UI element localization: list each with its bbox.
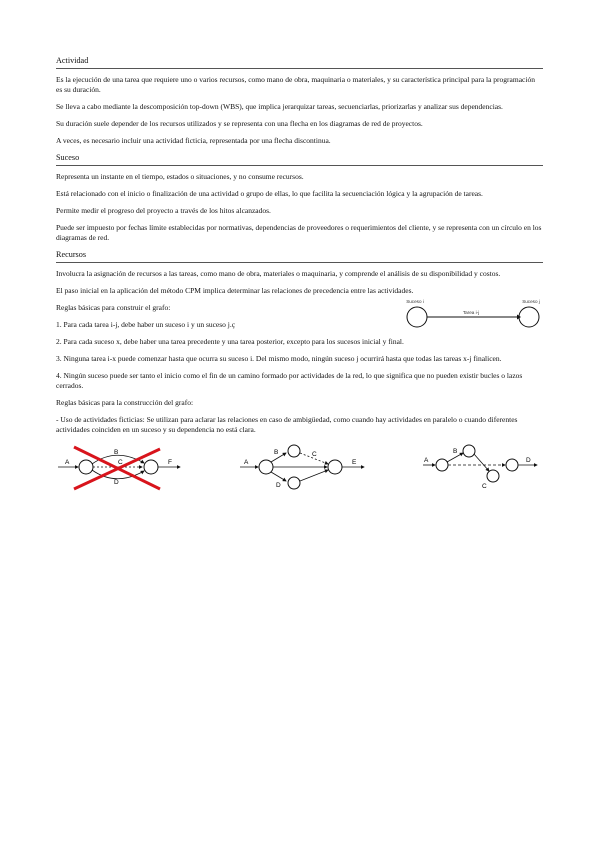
section-recursos: [56, 250, 543, 435]
activity-f-label: F: [168, 459, 172, 466]
activity-c-label: C: [118, 459, 123, 466]
activity-a-label: A: [65, 459, 70, 466]
paragraph: Está relacionado con el inicio o finalización de una actividad o grupo de ellas, lo que facilita la secuenciación lógica y la agrupación de tareas.: [56, 189, 483, 198]
event-node: [463, 445, 475, 457]
paragraph: Su duración suele depender de los recursos utilizados y se representa con una flecha en los diagramas de red de proyectos.: [56, 119, 423, 128]
event-node: [506, 459, 518, 471]
section-actividad: [56, 56, 543, 146]
event-node: [328, 460, 342, 474]
event-node: [288, 445, 300, 457]
activity-e-label: E: [351, 459, 356, 466]
event-j-node: [519, 307, 539, 327]
paragraph: Involucra la asignación de recursos a las tareas, como mano de obra, materiales o maquinaria, y comprende el análisis de su disponibilidad y costos.: [56, 269, 501, 278]
paragraph: Se lleva a cabo mediante la descomposición top-down (WBS), que implica jerarquizar tareas, secuenciarlas, priorizarlas y analizar sus dependencias.: [56, 102, 503, 111]
activity-a-label: A: [243, 459, 248, 466]
event-node: [436, 459, 448, 471]
graph-rules-row: [56, 299, 543, 315]
document-page: [56, 56, 543, 491]
diagram-sequence: [423, 443, 543, 491]
event-task-diagram: [403, 297, 543, 331]
event-i-node: [407, 307, 427, 327]
event-node: [487, 470, 499, 482]
network-diagrams: [56, 443, 543, 491]
rules-graph-title: Reglas básicas para construir el grafo:: [56, 303, 171, 312]
section-title: Actividad: [56, 56, 543, 69]
paragraph: Permite medir el progreso del proyecto a través de los hitos alcanzados.: [56, 206, 271, 215]
rule-item: 4. Ningún suceso puede ser tanto el inicio como el fin de un camino formado por actividades de la red, lo que significa que no pueden existir bucles o lazos cerrados.: [56, 371, 523, 390]
event-node: [144, 460, 158, 474]
rules-construction-title: Reglas básicas para la construcción del grafo:: [56, 398, 194, 407]
activity-b-label: B: [114, 449, 119, 456]
activity-c-label: C: [482, 483, 487, 490]
section-title: Recursos: [56, 250, 543, 263]
activity-d-label: D: [114, 479, 119, 486]
paragraph: Es la ejecución de una tarea que requiere uno o varios recursos, como mano de obra, maquinaria o materiales, y su característica principal para la programación es su duración.: [56, 75, 535, 94]
event-node: [79, 460, 93, 474]
rule-item: 2. Para cada suceso x, debe haber una tarea precedente y una tarea posterior, excepto para los sucesos inicial y final.: [56, 337, 404, 346]
activity-b-label: B: [273, 449, 278, 456]
diagram-with-dummy: [240, 443, 370, 491]
event-i-label: Suceso i: [406, 299, 424, 304]
activity-d-label: D: [526, 457, 531, 464]
rule-item: 3. Ninguna tarea i-x puede comenzar hasta que ocurra su suceso i. Del mismo modo, ningún suceso j ocurrirá hasta que todas las tareas x-j finalicen.: [56, 354, 502, 363]
section-suceso: [56, 153, 543, 243]
paragraph: Puede ser impuesto por fechas límite establecidas por normativas, dependencias de proveedores o requerimientos del cliente, y se representa con un círculo en los diagramas de red.: [56, 223, 542, 242]
diagram-incorrect: [56, 443, 186, 491]
activity-a-label: A: [424, 457, 429, 464]
section-title: Suceso: [56, 153, 543, 166]
activity-c-label: C: [311, 451, 317, 458]
rule-item: 1. Para cada tarea i-j, debe haber un suceso i y un suceso j.ç: [56, 320, 236, 329]
paragraph: Representa un instante en el tiempo, estados o situaciones, y no consume recursos.: [56, 172, 304, 181]
task-label: Tarea i-j: [462, 310, 480, 315]
paragraph: El paso inicial en la aplicación del método CPM implica determinar las relaciones de precedencia entre las actividades.: [56, 286, 414, 295]
event-node: [259, 460, 273, 474]
event-node: [288, 477, 300, 489]
fictitious-activities-text: - Uso de actividades ficticias: Se utilizan para aclarar las relaciones en caso de ambigüedad, como cuando hay actividades en paralelo o cuando diferentes actividades coinciden en un suceso y su dependencia no está clara.: [56, 415, 518, 434]
activity-b-label: B: [453, 448, 458, 455]
activity-d-label: D: [275, 482, 281, 489]
event-j-label: Suceso j: [522, 299, 540, 304]
paragraph: A veces, es necesario incluir una actividad ficticia, representada por una flecha discontinua.: [56, 136, 331, 145]
